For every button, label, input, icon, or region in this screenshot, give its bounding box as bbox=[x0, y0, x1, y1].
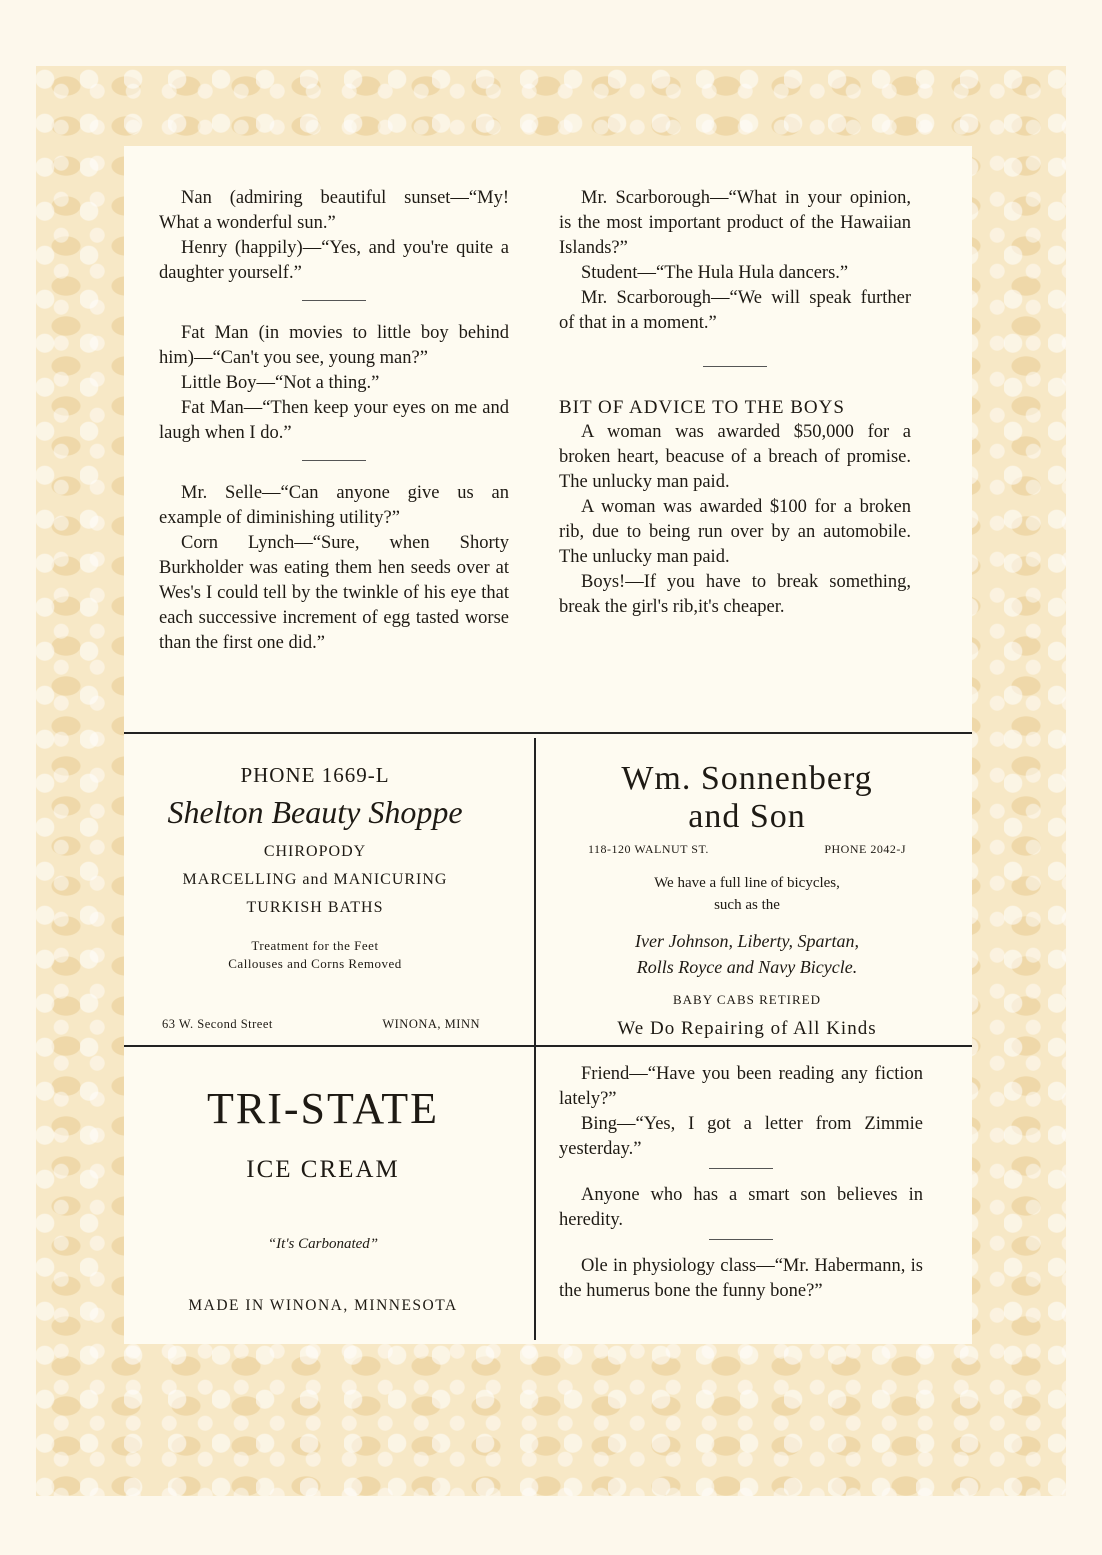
horizontal-rule-middle bbox=[124, 1045, 972, 1047]
tristate-ad bbox=[150, 1083, 496, 1323]
advice-text: A woman was awarded $100 for a broken rib, due to being run over by an automobile. The unlucky man paid. bbox=[559, 497, 911, 567]
vertical-rule bbox=[534, 738, 536, 1340]
divider bbox=[302, 460, 366, 461]
ad-business-name: Shelton Beauty Shoppe bbox=[167, 794, 463, 830]
ad-treatment-line: Callouses and Corns Removed bbox=[228, 956, 402, 971]
ad-business-name: TRI-STATE bbox=[206, 1084, 439, 1133]
ad-brands-line: Iver Johnson, Liberty, Spartan, bbox=[635, 931, 859, 951]
ad-treatment-line: Treatment for the Feet bbox=[251, 938, 379, 953]
ad-business-name: and Son bbox=[688, 798, 806, 835]
advice-heading: BIT OF ADVICE TO THE BOYS bbox=[559, 397, 845, 418]
horizontal-rule-top bbox=[124, 732, 972, 734]
advice-text: Boys!—If you have to break something, break the girl's rib,it's cheaper. bbox=[559, 572, 911, 617]
ad-address: 118-120 WALNUT ST. bbox=[588, 842, 709, 856]
ad-product: ICE CREAM bbox=[246, 1156, 400, 1183]
ad-address: 63 W. Second Street bbox=[162, 1017, 273, 1031]
divider bbox=[709, 1239, 773, 1240]
ad-business-name: Wm. Sonnenberg bbox=[621, 760, 873, 797]
ad-origin: MADE IN WINONA, MINNESOTA bbox=[188, 1297, 458, 1314]
jokes-left-column bbox=[159, 186, 509, 656]
divider bbox=[302, 300, 366, 301]
ad-description bbox=[588, 872, 906, 916]
joke-text: Student—“The Hula Hula dancers.” bbox=[581, 263, 849, 283]
ad-brands-line: Rolls Royce and Navy Bicycle. bbox=[636, 957, 858, 977]
advice-text: A woman was awarded $50,000 for a broken heart, beacuse of a breach of promise. The unlucky man paid. bbox=[559, 422, 911, 492]
shelton-beauty-ad bbox=[150, 763, 480, 1033]
joke-text: Mr. Selle—“Can anyone give us an example of diminishing utility?” bbox=[159, 483, 509, 528]
ad-phone: PHONE 1669-L bbox=[240, 763, 390, 787]
ad-service: TURKISH BATHS bbox=[246, 899, 384, 916]
ad-slogan: “It's Carbonated” bbox=[267, 1236, 379, 1252]
jokes-bottom-right bbox=[559, 1062, 923, 1304]
joke-text: Friend—“Have you been reading any fiction lately?” bbox=[559, 1064, 923, 1109]
joke-text: Mr. Scarborough—“What in your opinion, is the most important product of the Hawaiian Islands?” bbox=[559, 188, 911, 258]
ad-bicycle-brands bbox=[588, 928, 906, 980]
divider bbox=[709, 1168, 773, 1169]
jokes-right-column bbox=[559, 186, 911, 620]
joke-text: Mr. Scarborough—“We will speak further of that in a moment.” bbox=[559, 288, 911, 333]
ad-phone: PHONE 2042-J bbox=[824, 842, 906, 856]
joke-text: Fat Man—“Then keep your eyes on me and laugh when I do.” bbox=[159, 398, 509, 443]
joke-text: Nan (admiring beautiful sunset—“My! What a wonderful sun.” bbox=[159, 188, 509, 233]
ad-repair: We Do Repairing of All Kinds bbox=[617, 1018, 877, 1039]
ad-description-line: such as the bbox=[714, 897, 780, 913]
joke-text: Henry (happily)—“Yes, and you're quite a daughter yourself.” bbox=[159, 238, 509, 283]
sonnenberg-ad bbox=[588, 760, 906, 1040]
ad-treatment bbox=[150, 937, 480, 973]
divider bbox=[703, 366, 767, 367]
ad-address-line bbox=[588, 842, 906, 860]
joke-text: Little Boy—“Not a thing.” bbox=[181, 373, 380, 393]
ad-description-line: We have a full line of bicycles, bbox=[654, 875, 840, 891]
joke-text: Corn Lynch—“Sure, when Shorty Burkholder was eating them hen seeds over at Wes's I could tell by the twinkle of his eye that each successive increment of egg tasted worse than the first one did.” bbox=[159, 533, 509, 653]
ad-city: WINONA, MINN bbox=[382, 1017, 480, 1031]
ad-service: CHIROPODY bbox=[263, 843, 367, 860]
joke-text: Fat Man (in movies to little boy behind him)—“Can't you see, young man?” bbox=[159, 323, 509, 368]
joke-text: Anyone who has a smart son believes in heredity. bbox=[559, 1185, 923, 1230]
joke-text: Ole in physiology class—“Mr. Habermann, is the humerus bone the funny bone?” bbox=[559, 1256, 923, 1301]
ad-service: MARCELLING and MANICURING bbox=[182, 871, 448, 888]
ad-baby-cabs: BABY CABS RETIRED bbox=[673, 992, 821, 1007]
joke-text: Bing—“Yes, I got a letter from Zimmie yesterday.” bbox=[559, 1114, 923, 1159]
